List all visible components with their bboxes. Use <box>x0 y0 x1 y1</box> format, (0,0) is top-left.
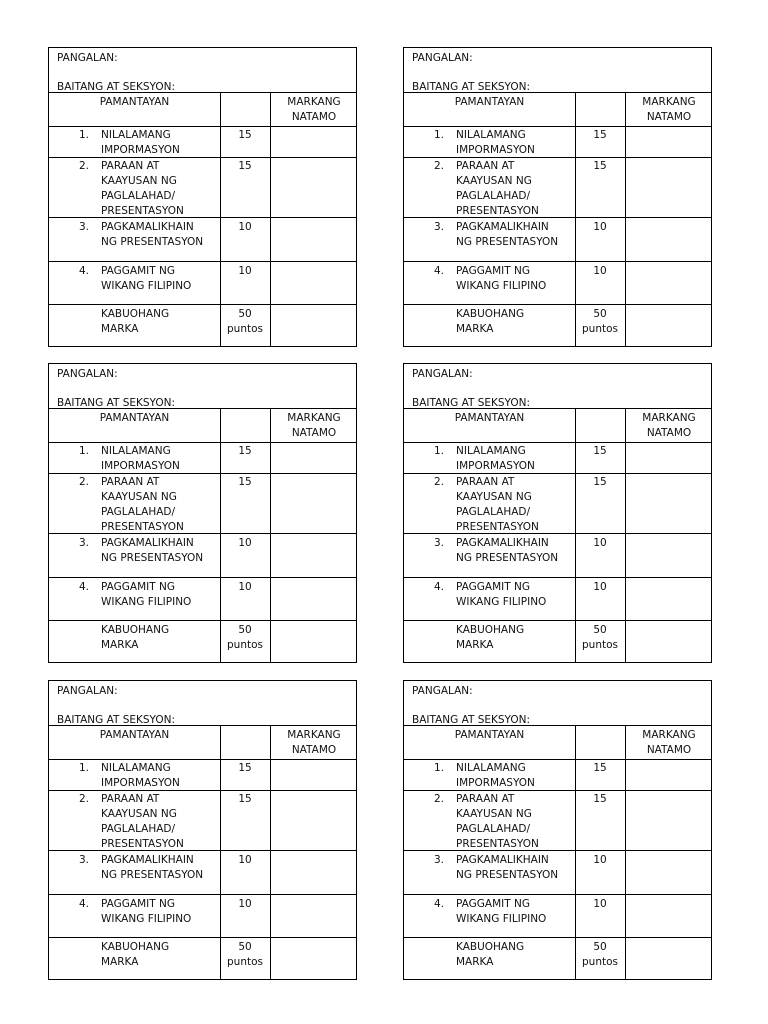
column-divider <box>625 93 626 347</box>
rubric-card <box>48 47 357 347</box>
criterion-line: PAGKAMALIKHAIN <box>101 854 194 866</box>
column-divider <box>270 93 271 347</box>
section-label: BAITANG AT SEKSYON: <box>412 714 531 726</box>
row-divider <box>404 790 711 791</box>
criteria-header: PAMANTAYAN <box>454 96 525 108</box>
criterion-line: PAGLALAHAD/ <box>101 506 176 518</box>
total-points-unit: puntos <box>227 323 263 335</box>
row-divider <box>404 620 711 621</box>
total-label <box>456 940 574 970</box>
criterion-line: NG PRESENTASYON <box>456 869 559 881</box>
criterion-text <box>101 792 219 852</box>
score-header <box>625 728 713 758</box>
criterion-line: KAAYUSAN NG <box>101 491 177 503</box>
criterion-line: NILALAMANG <box>456 762 526 774</box>
card-header <box>49 48 356 93</box>
criterion-number: 1. <box>79 762 90 774</box>
row-divider <box>404 217 711 218</box>
score-header <box>625 411 713 441</box>
total-label <box>456 307 574 337</box>
rubric-table <box>404 93 711 347</box>
score-header-line1: MARKANG <box>287 412 341 424</box>
criterion-line: WIKANG FILIPINO <box>456 913 547 925</box>
score-header-line1: MARKANG <box>642 729 696 741</box>
criterion-points: 10 <box>238 581 252 593</box>
criterion-line: PARAAN AT <box>456 793 515 805</box>
criterion-line: WIKANG FILIPINO <box>101 596 192 608</box>
rubric-card <box>403 47 712 347</box>
name-label: PANGALAN: <box>412 52 473 64</box>
section-label: BAITANG AT SEKSYON: <box>57 81 176 93</box>
column-divider <box>270 409 271 663</box>
criterion-line: PAGGAMIT NG <box>101 581 176 593</box>
criterion-line: PAGKAMALIKHAIN <box>101 221 194 233</box>
total-label <box>101 307 219 337</box>
row-divider <box>404 473 711 474</box>
criterion-line: PARAAN AT <box>101 160 160 172</box>
criterion-points: 10 <box>593 898 607 910</box>
total-line: MARKA <box>456 323 494 335</box>
criterion-text <box>101 475 219 535</box>
criterion-number: 4. <box>434 265 445 277</box>
criterion-line: PRESENTASYON <box>101 205 184 217</box>
criterion-number: 2. <box>79 476 90 488</box>
criterion-line: PAGLALAHAD/ <box>456 190 531 202</box>
criterion-line: PAGGAMIT NG <box>456 581 531 593</box>
criteria-header: PAMANTAYAN <box>454 412 525 424</box>
criterion-number: 1. <box>79 445 90 457</box>
total-line: KABUOHANG <box>456 624 525 636</box>
criterion-line: PAGGAMIT NG <box>456 265 531 277</box>
criterion-text <box>456 220 574 250</box>
card-header <box>404 364 711 409</box>
row-divider <box>49 850 356 851</box>
total-points <box>220 623 270 653</box>
criterion-points: 10 <box>593 537 607 549</box>
row-divider <box>49 894 356 895</box>
criterion-line: PARAAN AT <box>456 160 515 172</box>
total-points-value: 50 <box>238 624 252 636</box>
criterion-text <box>456 761 574 791</box>
criterion-text <box>456 475 574 535</box>
total-line: MARKA <box>456 956 494 968</box>
rubric-table <box>49 409 356 663</box>
total-line: MARKA <box>101 323 139 335</box>
card-header <box>49 681 356 726</box>
total-line: MARKA <box>456 639 494 651</box>
criterion-text <box>101 159 219 219</box>
criterion-number: 3. <box>79 537 90 549</box>
criterion-text <box>456 536 574 566</box>
total-line: MARKA <box>101 639 139 651</box>
row-divider <box>49 533 356 534</box>
name-label: PANGALAN: <box>57 52 118 64</box>
criterion-number: 2. <box>79 793 90 805</box>
criterion-points: 10 <box>593 581 607 593</box>
score-header-line1: MARKANG <box>642 412 696 424</box>
criterion-line: PAGKAMALIKHAIN <box>456 537 549 549</box>
row-divider <box>404 157 711 158</box>
criterion-line: NILALAMANG <box>101 129 171 141</box>
card-header <box>404 681 711 726</box>
criterion-line: NG PRESENTASYON <box>456 236 559 248</box>
row-divider <box>404 304 711 305</box>
criterion-number: 3. <box>434 221 445 233</box>
criterion-line: WIKANG FILIPINO <box>101 280 192 292</box>
total-line: KABUOHANG <box>101 941 170 953</box>
row-divider <box>404 759 711 760</box>
criterion-points: 15 <box>238 476 252 488</box>
criterion-line: PAGGAMIT NG <box>456 898 531 910</box>
total-line: KABUOHANG <box>101 308 170 320</box>
criterion-line: KAAYUSAN NG <box>456 808 532 820</box>
criterion-line: WIKANG FILIPINO <box>101 913 192 925</box>
criterion-text <box>101 220 219 250</box>
total-points-unit: puntos <box>227 956 263 968</box>
total-label <box>101 940 219 970</box>
criterion-number: 4. <box>434 898 445 910</box>
score-header-line2: NATAMO <box>646 744 692 756</box>
total-points <box>575 623 625 653</box>
row-divider <box>49 157 356 158</box>
score-header <box>270 728 358 758</box>
total-line: MARKA <box>101 956 139 968</box>
criterion-number: 2. <box>434 793 445 805</box>
score-header <box>270 95 358 125</box>
criterion-points: 15 <box>238 793 252 805</box>
criterion-line: IMPORMASYON <box>101 144 180 156</box>
total-line: KABUOHANG <box>456 941 525 953</box>
criterion-line: PRESENTASYON <box>456 838 539 850</box>
name-label: PANGALAN: <box>57 368 118 380</box>
row-divider <box>404 894 711 895</box>
criterion-text <box>456 792 574 852</box>
total-points-unit: puntos <box>582 956 618 968</box>
criteria-header: PAMANTAYAN <box>99 729 170 741</box>
row-divider <box>49 759 356 760</box>
criterion-number: 1. <box>434 129 445 141</box>
criterion-text <box>456 580 574 610</box>
criterion-line: PARAAN AT <box>456 476 515 488</box>
criterion-line: WIKANG FILIPINO <box>456 596 547 608</box>
row-divider <box>404 577 711 578</box>
total-points <box>220 940 270 970</box>
criterion-text <box>456 897 574 927</box>
name-label: PANGALAN: <box>412 368 473 380</box>
row-divider <box>404 533 711 534</box>
criterion-line: PARAAN AT <box>101 476 160 488</box>
criterion-line: IMPORMASYON <box>456 460 535 472</box>
score-header <box>270 411 358 441</box>
criterion-line: IMPORMASYON <box>456 777 535 789</box>
total-points-value: 50 <box>238 308 252 320</box>
total-points <box>575 940 625 970</box>
criterion-number: 4. <box>79 898 90 910</box>
criterion-line: PAGLALAHAD/ <box>456 823 531 835</box>
criterion-number: 4. <box>79 581 90 593</box>
criterion-points: 10 <box>238 854 252 866</box>
criterion-points: 15 <box>593 476 607 488</box>
criterion-points: 10 <box>593 265 607 277</box>
criterion-number: 3. <box>79 221 90 233</box>
criterion-points: 10 <box>238 221 252 233</box>
criterion-line: NILALAMANG <box>456 445 526 457</box>
criterion-text <box>101 897 219 927</box>
criterion-line: KAAYUSAN NG <box>101 175 177 187</box>
criterion-line: PAGKAMALIKHAIN <box>456 854 549 866</box>
criterion-line: IMPORMASYON <box>101 777 180 789</box>
score-header-line1: MARKANG <box>287 729 341 741</box>
row-divider <box>49 126 356 127</box>
total-points <box>575 307 625 337</box>
criterion-line: PAGKAMALIKHAIN <box>101 537 194 549</box>
rubric-card <box>403 680 712 980</box>
section-label: BAITANG AT SEKSYON: <box>57 714 176 726</box>
row-divider <box>49 217 356 218</box>
rubric-card <box>48 363 357 663</box>
criterion-points: 15 <box>593 160 607 172</box>
row-divider <box>49 442 356 443</box>
criterion-line: NG PRESENTASYON <box>101 869 204 881</box>
rubric-card <box>48 680 357 980</box>
criterion-line: NG PRESENTASYON <box>101 236 204 248</box>
criterion-line: WIKANG FILIPINO <box>456 280 547 292</box>
criterion-line: PRESENTASYON <box>101 838 184 850</box>
card-header <box>404 48 711 93</box>
criterion-points: 10 <box>593 221 607 233</box>
score-header-line2: NATAMO <box>646 111 692 123</box>
criterion-text <box>101 761 219 791</box>
section-label: BAITANG AT SEKSYON: <box>412 81 531 93</box>
column-divider <box>625 726 626 980</box>
criterion-text <box>101 853 219 883</box>
name-label: PANGALAN: <box>412 685 473 697</box>
total-points-unit: puntos <box>582 639 618 651</box>
total-points <box>220 307 270 337</box>
criterion-line: NILALAMANG <box>456 129 526 141</box>
row-divider <box>404 937 711 938</box>
criterion-number: 1. <box>434 762 445 774</box>
total-line: KABUOHANG <box>456 308 525 320</box>
criterion-number: 4. <box>79 265 90 277</box>
criteria-header: PAMANTAYAN <box>454 729 525 741</box>
criterion-points: 10 <box>593 854 607 866</box>
criterion-line: PAGKAMALIKHAIN <box>456 221 549 233</box>
row-divider <box>49 790 356 791</box>
criterion-points: 10 <box>238 898 252 910</box>
row-divider <box>404 126 711 127</box>
row-divider <box>49 620 356 621</box>
criterion-points: 15 <box>593 793 607 805</box>
row-divider <box>49 937 356 938</box>
criterion-number: 4. <box>434 581 445 593</box>
score-header-line1: MARKANG <box>642 96 696 108</box>
criterion-points: 15 <box>238 445 252 457</box>
total-points-value: 50 <box>593 308 607 320</box>
card-header <box>49 364 356 409</box>
criterion-number: 3. <box>434 537 445 549</box>
criterion-text <box>456 159 574 219</box>
score-header-line2: NATAMO <box>646 427 692 439</box>
rubric-table <box>49 726 356 980</box>
rubric-table <box>404 726 711 980</box>
criterion-line: PRESENTASYON <box>456 205 539 217</box>
row-divider <box>49 304 356 305</box>
criterion-line: PAGGAMIT NG <box>101 265 176 277</box>
criterion-line: IMPORMASYON <box>456 144 535 156</box>
score-header-line2: NATAMO <box>291 111 337 123</box>
criterion-line: NILALAMANG <box>101 445 171 457</box>
row-divider <box>404 442 711 443</box>
score-header-line2: NATAMO <box>291 744 337 756</box>
criterion-line: PAGGAMIT NG <box>101 898 176 910</box>
criterion-text <box>456 444 574 474</box>
row-divider <box>49 261 356 262</box>
criterion-number: 1. <box>434 445 445 457</box>
criterion-points: 15 <box>593 762 607 774</box>
score-header-line1: MARKANG <box>287 96 341 108</box>
total-line: KABUOHANG <box>101 624 170 636</box>
criterion-points: 15 <box>593 445 607 457</box>
rubric-card <box>403 363 712 663</box>
criterion-line: NG PRESENTASYON <box>456 552 559 564</box>
criterion-line: PAGLALAHAD/ <box>101 190 176 202</box>
total-label <box>101 623 219 653</box>
name-label: PANGALAN: <box>57 685 118 697</box>
column-divider <box>625 409 626 663</box>
criteria-header: PAMANTAYAN <box>99 412 170 424</box>
criterion-line: PAGLALAHAD/ <box>456 506 531 518</box>
row-divider <box>49 473 356 474</box>
rubric-table <box>49 93 356 347</box>
criterion-number: 3. <box>79 854 90 866</box>
criterion-points: 15 <box>238 129 252 141</box>
criterion-points: 10 <box>238 537 252 549</box>
criterion-number: 2. <box>79 160 90 172</box>
criterion-text <box>101 128 219 158</box>
section-label: BAITANG AT SEKSYON: <box>412 397 531 409</box>
criterion-points: 10 <box>238 265 252 277</box>
criterion-text <box>101 536 219 566</box>
criterion-line: PRESENTASYON <box>456 521 539 533</box>
criterion-points: 15 <box>593 129 607 141</box>
criterion-line: KAAYUSAN NG <box>101 808 177 820</box>
criterion-text <box>101 444 219 474</box>
criterion-text <box>101 580 219 610</box>
section-label: BAITANG AT SEKSYON: <box>57 397 176 409</box>
criterion-text <box>456 853 574 883</box>
total-label <box>456 623 574 653</box>
score-header-line2: NATAMO <box>291 427 337 439</box>
criterion-line: PARAAN AT <box>101 793 160 805</box>
total-points-value: 50 <box>238 941 252 953</box>
total-points-value: 50 <box>593 941 607 953</box>
column-divider <box>270 726 271 980</box>
criterion-line: NILALAMANG <box>101 762 171 774</box>
row-divider <box>404 261 711 262</box>
criterion-line: PRESENTASYON <box>101 521 184 533</box>
criterion-line: IMPORMASYON <box>101 460 180 472</box>
criterion-number: 3. <box>434 854 445 866</box>
criterion-text <box>456 128 574 158</box>
row-divider <box>49 577 356 578</box>
row-divider <box>404 850 711 851</box>
criterion-number: 1. <box>79 129 90 141</box>
criterion-line: KAAYUSAN NG <box>456 491 532 503</box>
rubric-table <box>404 409 711 663</box>
criterion-line: PAGLALAHAD/ <box>101 823 176 835</box>
criterion-text <box>456 264 574 294</box>
criterion-points: 15 <box>238 160 252 172</box>
criterion-line: NG PRESENTASYON <box>101 552 204 564</box>
criterion-line: KAAYUSAN NG <box>456 175 532 187</box>
total-points-unit: puntos <box>582 323 618 335</box>
criteria-header: PAMANTAYAN <box>99 96 170 108</box>
score-header <box>625 95 713 125</box>
total-points-unit: puntos <box>227 639 263 651</box>
criterion-points: 15 <box>238 762 252 774</box>
criterion-number: 2. <box>434 476 445 488</box>
criterion-text <box>101 264 219 294</box>
total-points-value: 50 <box>593 624 607 636</box>
criterion-number: 2. <box>434 160 445 172</box>
